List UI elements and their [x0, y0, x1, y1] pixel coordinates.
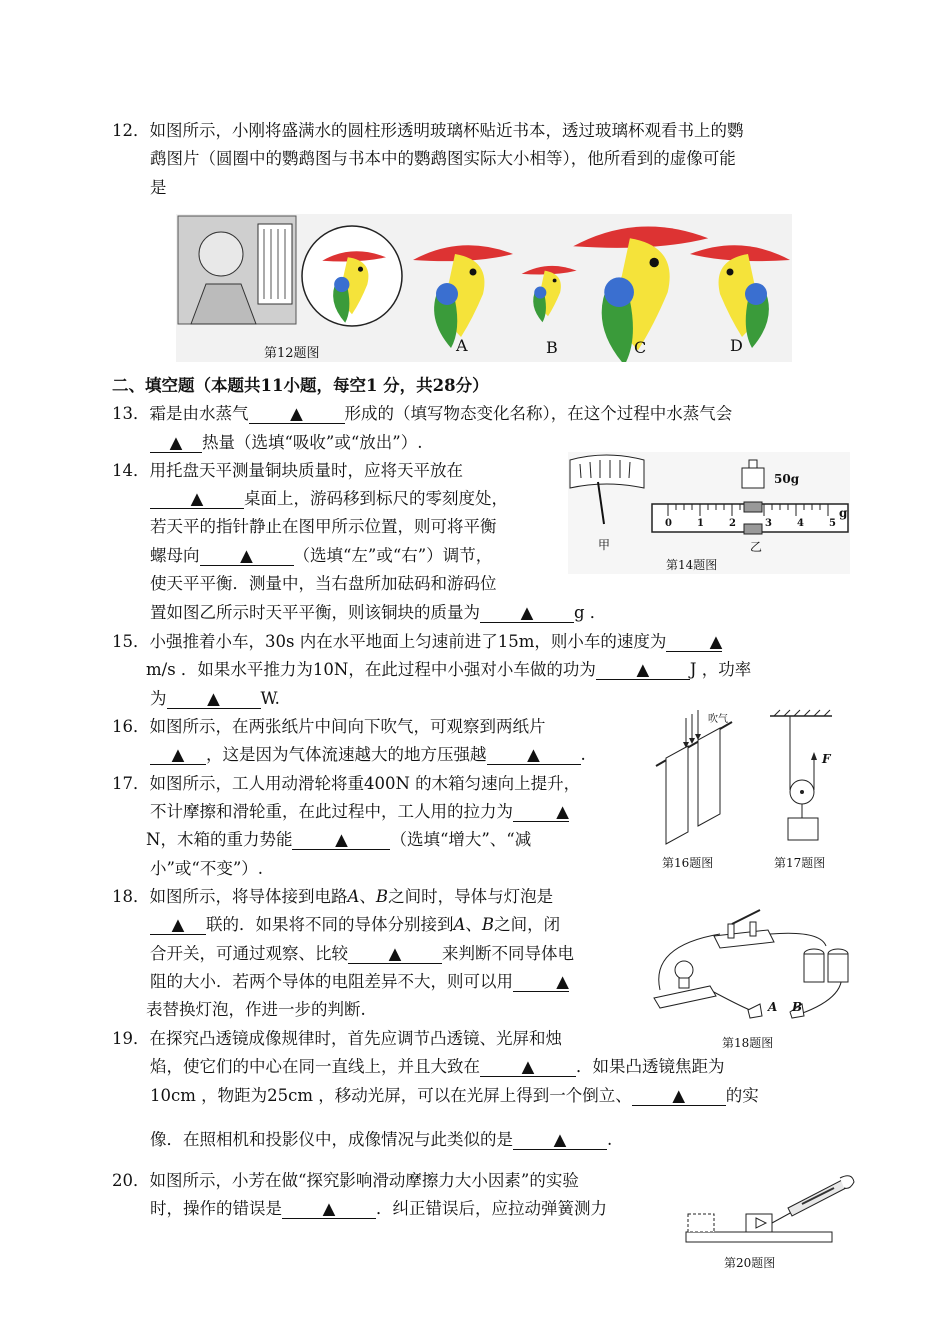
balance-dial — [570, 455, 644, 488]
circuit-point-a: A — [768, 1000, 778, 1014]
balance-pointer — [598, 482, 604, 524]
q17-line1: 17．如图所示，工人用动滑轮将重400N 的木箱匀速向上提升， — [112, 774, 581, 793]
q13-blank-2[interactable]: ▲ — [150, 434, 202, 453]
q14-blank-3[interactable]: ▲ — [480, 604, 574, 623]
q18-text-2c: 之间，闭 — [494, 915, 561, 934]
q14-line3: 若天平的指针静止在图甲所示位置，则可将平衡 — [150, 517, 497, 536]
q13-text-b: 形成的（填写物态变化名称），在这个过程中水蒸气会 — [344, 404, 733, 423]
q14-text-6a: 置如图乙所示时天平平衡，则该铜块的质量为 — [150, 603, 480, 622]
q18-blank-3[interactable]: ▲ — [513, 973, 569, 992]
q18-point-b: B — [375, 887, 389, 906]
q17-text-2: 不计摩擦和滑轮重，在此过程中，工人用的拉力为 — [150, 802, 513, 821]
q18-point-a2: A — [453, 915, 466, 934]
label-yi: 乙 — [750, 540, 763, 554]
q13-text-c: 热量（选填“吸收”或“放出”）. — [202, 433, 423, 452]
q14-blank-1[interactable]: ▲ — [150, 490, 244, 509]
q15-blank-1[interactable]: ▲ — [666, 633, 722, 652]
q16-line2 — [150, 744, 586, 766]
switch-base — [714, 930, 774, 948]
q13-line2 — [150, 432, 423, 454]
light-bulb — [675, 961, 693, 979]
q20-line1: 20．如图所示，小芳在做“探究影响滑动摩擦力大小因素”的实验 — [112, 1171, 579, 1190]
board — [686, 1232, 832, 1242]
scale-1: 1 — [697, 518, 704, 529]
paper-strips-svg — [652, 708, 738, 874]
rider — [744, 502, 762, 512]
q12-option-d: D — [730, 336, 743, 355]
q19-text-3a: 10cm ，物距为25cm ，移动光屏，可以在光屏上得到一个倒立、 — [150, 1086, 632, 1105]
lamp-base — [654, 986, 716, 1008]
q18-line3 — [150, 943, 574, 965]
label-jia: 甲 — [598, 538, 611, 552]
q17-line3 — [146, 829, 531, 851]
q15-blank-2[interactable]: ▲ — [596, 661, 690, 680]
q18-point-a: A — [347, 887, 360, 906]
q14-caption: 第14题图 — [666, 558, 718, 572]
q20-text-2a: 时，操作的错误是 — [150, 1199, 282, 1218]
weight-label: 50g — [774, 472, 800, 486]
q12-line3: 是 — [150, 178, 167, 197]
q19-line2 — [150, 1056, 725, 1078]
scale-4: 4 — [797, 518, 804, 529]
wooden-box — [788, 818, 818, 840]
q20-line2 — [150, 1198, 607, 1220]
wire-top — [770, 933, 826, 946]
q15-text-3b: W. — [260, 689, 280, 708]
q15-line1 — [112, 631, 722, 653]
q19-text-4b: . — [607, 1130, 613, 1149]
q18-text-1b: 、 — [359, 887, 376, 906]
q18-figure — [650, 906, 860, 1056]
q20-blank-1[interactable]: ▲ — [282, 1200, 376, 1219]
q19-text-4a: 像．在照相机和投影仪中，成像情况与此类似的是 — [150, 1130, 513, 1149]
q14-blank-2[interactable]: ▲ — [200, 547, 294, 566]
q20-text-2b: ．纠正错误后，应拉动弹簧测力 — [376, 1199, 607, 1218]
scale-5: 5 — [829, 518, 836, 529]
q19-text-3b: 的实 — [725, 1086, 759, 1105]
q12-caption: 第12题图 — [264, 346, 320, 361]
parrot-figure-svg — [176, 214, 792, 362]
q15-blank-3[interactable]: ▲ — [167, 690, 261, 709]
q15-text-1: 15．小强推着小车，30s 内在水平地面上匀速前进了15m，则小车的速度为 — [112, 632, 667, 651]
q18-blank-2[interactable]: ▲ — [348, 945, 442, 964]
q18-line5: 表替换灯泡，作进一步的判断. — [146, 1000, 366, 1019]
q14-line2 — [150, 488, 508, 510]
q17-text-3b: （选填“增大”、“减 — [390, 830, 532, 849]
q14-text-6b: g ． — [574, 603, 607, 622]
q12-option-b: B — [546, 338, 558, 357]
q15-line3 — [150, 688, 280, 710]
q16-blank-1[interactable]: ▲ — [150, 746, 206, 765]
q18-text-2b: 、 — [465, 915, 482, 934]
q12-option-c: C — [634, 338, 647, 357]
dashed-block — [688, 1214, 714, 1232]
q17-line2 — [150, 801, 569, 823]
q14-line5: 使天平平衡．测量中，当右盘所加砝码和游码位 — [150, 574, 497, 593]
q19-blank-2[interactable]: ▲ — [632, 1087, 726, 1106]
paper-strip-left — [666, 746, 688, 844]
q16-blank-2[interactable]: ▲ — [487, 746, 581, 765]
q17-figure — [770, 708, 840, 874]
q16-text-2a: ，这是因为气体流速越大的地方压强越 — [206, 745, 487, 764]
q18-caption: 第18题图 — [722, 1036, 774, 1050]
q14-line6 — [150, 602, 606, 624]
q17-blank-2[interactable]: ▲ — [292, 831, 390, 850]
scale-3: 3 — [765, 518, 772, 529]
q12-option-a: A — [456, 336, 468, 355]
q20-caption: 第20题图 — [724, 1256, 776, 1270]
scale-2: 2 — [729, 518, 736, 529]
q18-text-3b: 来判断不同导体电 — [442, 944, 574, 963]
weight-50g — [742, 468, 764, 488]
q14-text-4a: 螺母向 — [150, 546, 200, 565]
q16-caption: 第16题图 — [662, 856, 714, 870]
circuit-point-b: B — [792, 1000, 803, 1014]
pulley-svg — [770, 708, 840, 874]
q18-text-4: 阻的大小．若两个导体的电阻差异不大，则可以用 — [150, 972, 513, 991]
q16-figure — [652, 708, 738, 874]
q13-blank-1[interactable]: ▲ — [249, 405, 345, 424]
q20-figure — [684, 1168, 856, 1274]
q13-text-a: 13．霜是由水蒸气 — [112, 404, 249, 423]
q15-line2 — [146, 659, 751, 681]
q18-text-1a: 18．如图所示，将导体接到电路 — [112, 887, 348, 906]
q18-point-b2: B — [481, 915, 495, 934]
q14-figure — [568, 452, 850, 574]
q18-text-3a: 合开关，可通过观察、比较 — [150, 944, 348, 963]
q19-text-2b: ．如果凸透镜焦距为 — [576, 1057, 725, 1076]
q14-text-2: 桌面上，游码移到标尺的零刻度处， — [244, 489, 508, 508]
blow-label: 吹气 — [708, 714, 728, 725]
scale-unit: g — [839, 506, 848, 520]
q12-line2: 鹉图片（圆圈中的鹦鹉图与书本中的鹦鹉图实际大小相等），他所看到的虚像可能 — [150, 149, 736, 168]
q15-text-2b: J ，功率 — [689, 660, 752, 679]
q18-blank-1[interactable]: ▲ — [150, 916, 206, 935]
q14-text-4b: （选填“左”或“右”）调节， — [293, 546, 493, 565]
q19-blank-3[interactable]: ▲ — [513, 1131, 607, 1150]
q19-line1: 19．在探究凸透镜成像规律时，首先应调节凸透镜、光屏和烛 — [112, 1029, 562, 1048]
friction-svg — [684, 1168, 856, 1244]
q12-line1: 12．如图所示，小刚将盛满水的圆柱形透明玻璃杯贴近书本，透过玻璃杯观看书上的鹦 — [112, 121, 744, 140]
q17-caption: 第17题图 — [774, 856, 826, 870]
q18-line1 — [112, 886, 553, 908]
q18-line4 — [150, 971, 569, 993]
q15-text-2a: m/s ．如果水平推力为10N，在此过程中小强对小车做的功为 — [146, 660, 596, 679]
scale-0: 0 — [665, 518, 672, 529]
q19-line3 — [150, 1085, 759, 1107]
section-2-header: 二、填空题（本题共11小题，每空1 分，共28分） — [112, 376, 489, 395]
q18-text-2a: 联的．如果将不同的导体分别接到 — [206, 915, 454, 934]
q15-text-3a: 为 — [150, 689, 167, 708]
q19-blank-1[interactable]: ▲ — [480, 1058, 576, 1077]
q12-figure — [176, 214, 792, 362]
q13-line1 — [112, 403, 732, 425]
string — [772, 1212, 792, 1223]
force-label: F — [822, 752, 831, 766]
paper-strip-right — [698, 728, 720, 826]
q18-text-1c: 之间时，导体与灯泡是 — [388, 887, 554, 906]
q16-text-2b: . — [580, 745, 586, 764]
q17-blank-1[interactable]: ▲ — [513, 803, 569, 822]
q18-line2 — [150, 914, 560, 936]
wooden-block — [746, 1214, 772, 1232]
q16-line1: 16．如图所示，在两张纸片中间向下吹气，可观察到两纸片 — [112, 717, 546, 736]
q19-text-2a: 焰，使它们的中心在同一直线上，并且大致在 — [150, 1057, 480, 1076]
q17-line4: 小”或“不变”）. — [150, 859, 264, 878]
q17-text-3a: N，木箱的重力势能 — [146, 830, 293, 849]
spring-scale — [788, 1180, 846, 1216]
q14-line4 — [150, 545, 492, 567]
q19-line4 — [150, 1129, 612, 1151]
q14-line1: 14．用托盘天平测量铜块质量时，应将天平放在 — [112, 461, 463, 480]
